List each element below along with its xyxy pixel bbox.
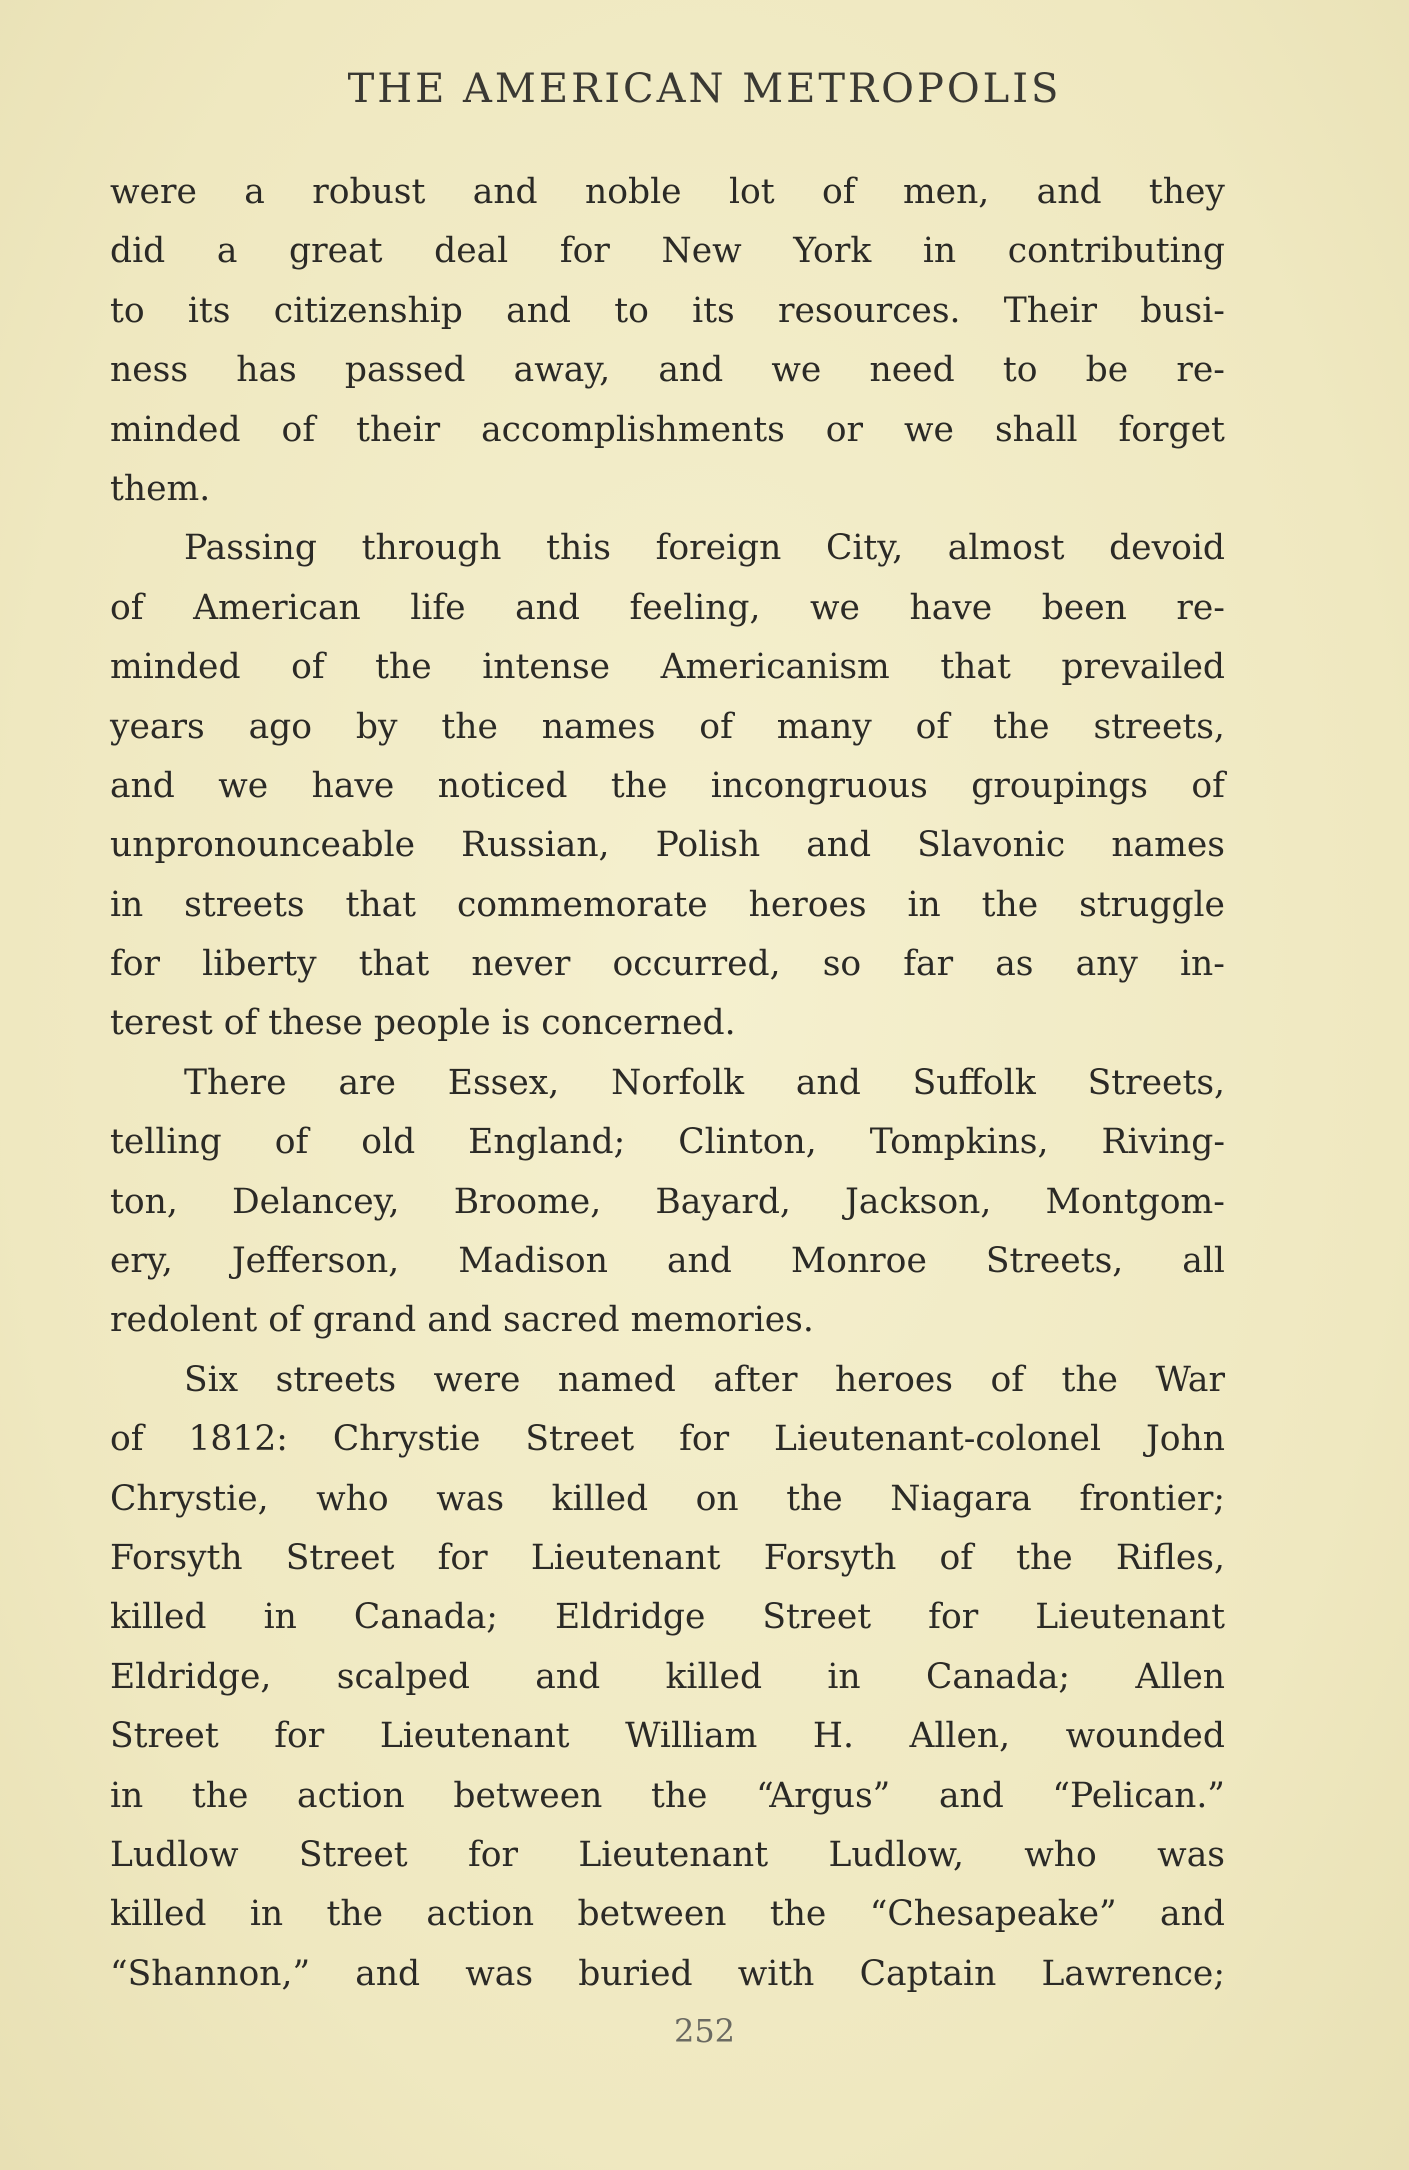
word: all: [1182, 1241, 1225, 1282]
word: England;: [468, 1122, 626, 1163]
text-line: [110, 1241, 1225, 1300]
word: in: [922, 231, 957, 272]
word: unpronounceable: [110, 825, 416, 866]
word: streets,: [1093, 706, 1225, 747]
word: of: [110, 587, 144, 628]
word: Clinton,: [678, 1122, 817, 1163]
word: of: [110, 1419, 144, 1460]
word: of: [274, 1122, 309, 1163]
word: as: [995, 944, 1034, 985]
word: was: [1157, 1834, 1225, 1875]
word: to: [1002, 350, 1038, 391]
word: Montgom-: [1045, 1181, 1225, 1222]
word: this: [546, 528, 611, 569]
word: named: [557, 1359, 676, 1400]
word: in: [263, 1597, 297, 1638]
text-line: [110, 588, 1225, 647]
word: a: [244, 172, 265, 212]
word: Passing: [184, 528, 317, 569]
text-line: [110, 1835, 1225, 1894]
word: and: [355, 1953, 421, 1994]
word: Lieutenant: [379, 1716, 570, 1757]
word: after: [713, 1359, 798, 1400]
word: forget: [1118, 409, 1225, 450]
word: the: [191, 1775, 249, 1816]
word: heroes: [748, 884, 867, 925]
word: robust: [312, 172, 426, 212]
word: in: [110, 1775, 144, 1816]
word: for: [437, 1537, 488, 1578]
text-line: [110, 1716, 1225, 1775]
word: Lieutenant: [530, 1537, 721, 1578]
word: minded: [110, 647, 241, 688]
word: Eldridge,: [110, 1656, 272, 1697]
word: passed: [344, 350, 466, 391]
word: who: [1024, 1834, 1097, 1875]
word: and: [472, 172, 538, 212]
text-line: [110, 1182, 1225, 1241]
text-line: [110, 707, 1225, 766]
word: War: [1155, 1359, 1225, 1400]
word: buried: [578, 1953, 693, 1994]
word: Madison: [458, 1241, 608, 1282]
word: noticed: [437, 765, 568, 806]
word: Americanism: [660, 647, 890, 688]
text-line: them.: [110, 468, 211, 509]
word: with: [737, 1953, 815, 1994]
word: American: [193, 587, 361, 628]
word: Streets,: [985, 1241, 1124, 1282]
word: through: [361, 528, 502, 569]
word: years: [110, 706, 205, 747]
word: its: [187, 290, 231, 331]
word: for: [274, 1716, 325, 1757]
text-line: [110, 1360, 1225, 1419]
word: Delancey,: [232, 1181, 400, 1222]
word: never: [471, 944, 571, 985]
word: for: [679, 1419, 730, 1460]
word: the: [1061, 1359, 1118, 1400]
word: Street: [525, 1419, 635, 1460]
word: the: [769, 1894, 827, 1935]
word: Eldridge: [554, 1597, 706, 1638]
word: ton,: [110, 1181, 178, 1222]
word: so: [822, 944, 862, 985]
word: the: [1016, 1537, 1073, 1578]
word: was: [465, 1953, 534, 1994]
word: and: [1036, 172, 1102, 212]
word: that: [358, 944, 430, 985]
word: its: [692, 290, 735, 331]
word: Six: [184, 1359, 239, 1400]
word: in: [907, 884, 941, 925]
word: wounded: [1065, 1716, 1225, 1757]
word: ago: [248, 706, 313, 747]
word: of: [699, 706, 733, 747]
word: Rifles,: [1115, 1537, 1225, 1578]
word: busi-: [1140, 290, 1225, 331]
word: Norfolk: [611, 1062, 745, 1103]
word: has: [236, 350, 297, 391]
word: Lawrence;: [1041, 1953, 1225, 1994]
word: have: [909, 587, 993, 628]
word: who: [316, 1478, 389, 1519]
word: were: [433, 1359, 521, 1400]
word: of: [939, 1537, 973, 1578]
word: re-: [1176, 587, 1225, 628]
word: between: [577, 1894, 727, 1935]
word: we: [809, 587, 860, 628]
word: the: [326, 1894, 384, 1935]
word: were: [110, 172, 197, 212]
word: “Argus”: [756, 1775, 891, 1816]
text-line: [110, 1894, 1225, 1953]
word: many: [776, 706, 872, 747]
word: the: [610, 765, 668, 806]
word: feeling,: [629, 587, 761, 628]
word: and: [515, 587, 580, 628]
word: Canada;: [353, 1597, 498, 1638]
word: Polish: [655, 825, 761, 866]
word: and: [938, 1775, 1004, 1816]
word: be: [1085, 350, 1129, 391]
word: deal: [434, 231, 509, 272]
word: of: [915, 706, 950, 747]
word: of: [990, 1359, 1024, 1400]
word: heroes: [834, 1359, 953, 1400]
word: in: [249, 1894, 284, 1935]
word: they: [1148, 172, 1225, 212]
word: York: [793, 231, 872, 272]
word: liberty: [202, 944, 317, 985]
word: Street: [285, 1537, 395, 1578]
word: been: [1041, 587, 1127, 628]
text-line: terest of these people is concerned.: [110, 1003, 736, 1044]
word: far: [903, 944, 954, 985]
word: their: [356, 409, 441, 450]
word: Lieutenant: [578, 1834, 769, 1875]
word: re-: [1176, 350, 1225, 391]
word: Captain: [859, 1953, 997, 1994]
text-line: [110, 350, 1225, 409]
word: scalped: [336, 1656, 470, 1697]
word: intense: [482, 647, 611, 688]
text-line: [110, 172, 1225, 231]
word: men,: [902, 172, 990, 212]
word: names: [541, 706, 656, 747]
word: Forsyth: [110, 1537, 243, 1578]
word: minded: [110, 409, 241, 450]
word: for: [467, 1834, 519, 1875]
word: and: [658, 350, 724, 391]
text-line: [110, 885, 1225, 944]
word: great: [289, 231, 383, 272]
word: we: [771, 350, 822, 391]
word: was: [436, 1478, 505, 1519]
word: of: [291, 647, 325, 688]
word: Tompkins,: [869, 1122, 1049, 1163]
word: old: [361, 1122, 416, 1163]
word: Streets,: [1087, 1062, 1225, 1103]
word: almost: [947, 528, 1065, 569]
text-line: [110, 1954, 1225, 2013]
word: struggle: [1079, 884, 1225, 925]
word: Bayard,: [655, 1181, 791, 1222]
word: 1812:: [188, 1419, 288, 1460]
word: “Shannon,”: [110, 1953, 311, 1994]
word: and: [795, 1062, 861, 1103]
word: the: [981, 884, 1039, 925]
word: New: [661, 231, 742, 272]
word: “Chesapeake”: [869, 1894, 1117, 1935]
text-line: [110, 1538, 1225, 1597]
word: Canada;: [925, 1656, 1071, 1697]
text-line: [110, 944, 1225, 1003]
body-text: [110, 172, 1225, 2013]
word: away,: [513, 350, 611, 391]
word: to: [110, 290, 145, 331]
text-line: [110, 1657, 1225, 1716]
word: and: [535, 1656, 601, 1697]
word: noble: [585, 172, 682, 212]
word: resources.: [778, 290, 961, 331]
word: the: [993, 706, 1050, 747]
word: incongruous: [710, 765, 928, 806]
word: to: [614, 290, 649, 331]
word: for: [559, 231, 610, 272]
text-line: [110, 1419, 1225, 1478]
word: in: [110, 884, 144, 925]
word: did: [110, 231, 166, 272]
word: Their: [1003, 290, 1097, 331]
word: killed: [110, 1597, 207, 1638]
text-line: [110, 1776, 1225, 1835]
word: groupings: [971, 765, 1148, 806]
word: Street: [110, 1716, 219, 1757]
word: William: [625, 1716, 758, 1757]
word: Russian,: [461, 825, 610, 866]
word: and: [806, 825, 872, 866]
word: that: [345, 884, 417, 925]
word: Monroe: [790, 1241, 927, 1282]
word: of: [822, 172, 856, 212]
word: City,: [825, 528, 904, 569]
word: prevailed: [1061, 647, 1225, 688]
word: Street: [762, 1597, 872, 1638]
word: and: [506, 290, 571, 331]
word: on: [695, 1478, 739, 1519]
word: Jackson,: [845, 1181, 992, 1222]
word: in-: [1180, 944, 1225, 985]
word: Slavonic: [917, 825, 1066, 866]
word: the: [786, 1478, 843, 1519]
word: that: [940, 647, 1011, 688]
word: action: [297, 1775, 405, 1816]
word: need: [869, 350, 955, 391]
word: Lieutenant: [1035, 1597, 1225, 1638]
text-line: [110, 825, 1225, 884]
word: Riving-: [1101, 1122, 1225, 1163]
word: John: [1145, 1419, 1225, 1460]
word: action: [426, 1894, 535, 1935]
text-line: [110, 1479, 1225, 1538]
word: Lieutenant-colonel: [774, 1419, 1102, 1460]
word: streets: [275, 1359, 397, 1400]
word: Forsyth: [763, 1537, 897, 1578]
word: of: [1191, 765, 1225, 806]
word: Ludlow: [110, 1834, 239, 1875]
text-line: [110, 1063, 1225, 1122]
text-line: [110, 766, 1225, 825]
word: Allen: [1135, 1656, 1225, 1697]
word: ery,: [110, 1241, 173, 1282]
word: Ludlow,: [828, 1834, 964, 1875]
word: life: [410, 587, 466, 628]
word: and: [1160, 1894, 1225, 1935]
word: Allen,: [909, 1716, 1011, 1757]
text-line: [110, 1597, 1225, 1656]
word: names: [1111, 825, 1225, 866]
text-line: [110, 410, 1225, 469]
word: a: [216, 231, 238, 272]
word: accomplishments: [481, 409, 785, 450]
word: by: [355, 706, 398, 747]
text-line: [110, 291, 1225, 350]
word: Street: [298, 1834, 408, 1875]
word: killed: [110, 1894, 207, 1935]
word: telling: [110, 1122, 222, 1163]
word: killed: [551, 1478, 649, 1519]
word: frontier;: [1079, 1478, 1225, 1519]
word: of: [281, 409, 316, 450]
word: killed: [665, 1656, 763, 1697]
word: the: [375, 647, 432, 688]
text-line: redolent of grand and sacred memories.: [110, 1300, 814, 1341]
word: and: [110, 765, 175, 806]
text-line: [110, 647, 1225, 706]
word: for: [110, 944, 161, 985]
word: between: [453, 1775, 603, 1816]
word: “Pelican.”: [1052, 1775, 1225, 1816]
word: are: [338, 1062, 396, 1103]
word: in: [827, 1656, 861, 1697]
word: any: [1075, 944, 1138, 985]
word: There: [184, 1062, 287, 1103]
word: the: [441, 706, 498, 747]
word: Broome,: [453, 1181, 602, 1222]
page-number: 252: [673, 2012, 736, 2050]
word: foreign: [655, 528, 782, 569]
word: ness: [110, 350, 189, 391]
word: shall: [994, 409, 1078, 450]
word: occurred,: [612, 944, 781, 985]
word: we: [218, 765, 269, 806]
word: and: [666, 1241, 732, 1282]
word: Niagara: [890, 1478, 1032, 1519]
word: devoid: [1109, 528, 1225, 569]
word: or: [825, 409, 864, 450]
word: for: [928, 1597, 979, 1638]
word: lot: [728, 172, 775, 212]
word: Essex,: [447, 1062, 560, 1103]
running-header: THE AMERICAN METROPOLIS: [347, 66, 1062, 112]
text-line: [110, 1122, 1225, 1181]
word: H.: [812, 1716, 854, 1757]
word: Suffolk: [912, 1062, 1036, 1103]
word: Chrystie: [332, 1419, 481, 1460]
word: citizenship: [273, 290, 463, 331]
word: the: [650, 1775, 708, 1816]
word: commemorate: [456, 884, 708, 925]
word: Jefferson,: [231, 1241, 400, 1282]
word: have: [311, 765, 395, 806]
word: streets: [184, 884, 305, 925]
word: Chrystie,: [110, 1478, 269, 1519]
text-line: [110, 528, 1225, 587]
word: contributing: [1007, 231, 1225, 272]
text-line: [110, 231, 1225, 290]
word: we: [904, 409, 954, 450]
